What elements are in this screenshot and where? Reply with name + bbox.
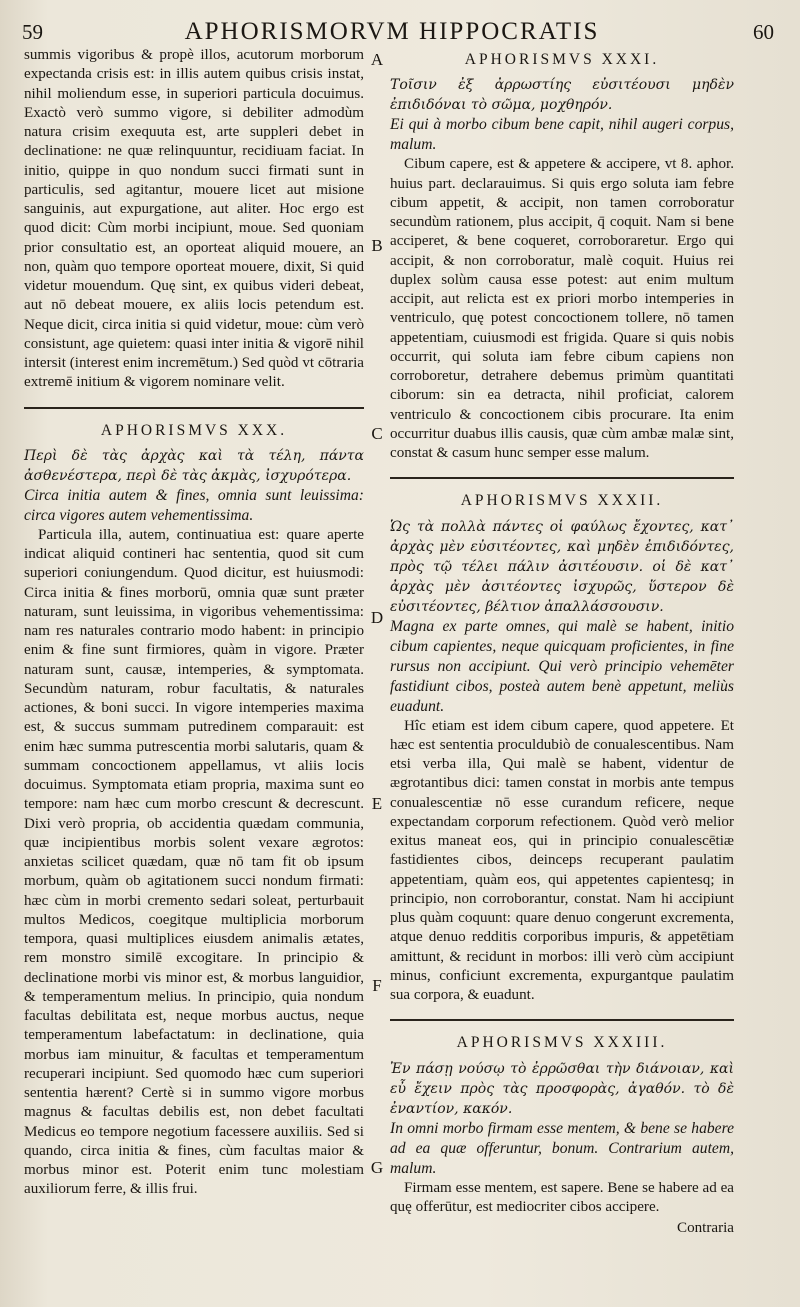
right-column [390,46,734,1238]
greek-text: Ὡς τὰ πολλὰ πάντες οἱ φαύλως ἔχοντες, κατ᾽ ἀρχὰς μὲν εὐσιτέοντες, καὶ μηδὲν ἐπιδιδόντες, πρὸς τῷ τέλει πάλιν ἀσιτέουσιν. οἱ δὲ κατ᾽ ἀρχὰς μὲν ἀσιτέοντες ἰσχυρῶς, ὕστερον δὲ εὐσιτέοντες, βέλτιον ἀπαλλάσσουσιν. [390,518,734,615]
greek-text: Τοῖσιν ἐξ ἀρρωστίης εὐσιτέουσι μηδὲν ἐπιδιδόναι τὸ σῶμα, μοχθηρόν. [390,77,734,114]
margin-letter-c: C [371,424,383,443]
page-number-left: 59 [22,20,43,44]
latin-aphorism: In omni morbo firmam esse mentem, & bene se habere ad ea quæ offeruntur, bonum. Contrarium autem, malum. [390,1119,734,1177]
greek-text: Ἐν πάσῃ νούσῳ τὸ ἐρρῶσθαι τὴν διάνοιαν, καὶ εὖ ἔχειν πρὸς τὰς προσφορὰς, ἀγαθόν. τὸ δὲ ἐναντίον, κακόν. [390,1060,734,1117]
aphorism-heading: APHORISMVS XXXIII. [456,1034,668,1052]
aphorism-heading: APHORISMVS XXXII. [460,492,664,510]
page-number-right: 60 [753,20,774,44]
catchword: Contraria [677,1220,734,1236]
latin-aphorism: Magna ex parte omnes, qui malè se habent, initio cibum capientes, neque quicquam proficientes, in fine rursus non accipiunt. Qui verò principio vehemēter fastidiunt cibos, posteà autem benè appetunt, meliùs euadunt. [390,617,734,715]
running-title: APHORISMORVM HIPPOCRATIS [184,18,600,45]
latin-aphorism: Circa initia autem & fines, omnia sunt leuissima: circa vigores autem vehementissima. [24,486,364,524]
margin-letter-f: F [372,976,382,995]
commentary-paragraph: summis vigoribus & propè illos, acutorum morborum expectanda crisis est: in illis autem quibus crisis instat, nihil moliendum esse, in superiori particula docuimus. Exactò verò summo vigore, si debiliter admodùm natura crisim exequuta est, arte suppleri debet in declinatione: ne quæ relinquuntur, recidiuam faciat. In initio, quippe in quo nondum succi firmati sunt in particulis, sed agitantur, mouere licet aut misione sanguinis, aut expurgatione, aut aliter. Hoc ergo est quod dicit: Cùm morbi incipiunt, moue. Sed quoniam prior consultatio est, an oporteat aliquid mouere, an non, quàm quo tempore oporteat mouere, dixit, Si quid videtur mouendum. Quę sint, ex quibus videri debeat, aut nō debeat mouere, ex aliis locis petendum est. Neque dicit, circa initia si quid videtur, moue: cùm verò consistunt, age quietem: quasi inter initia & vigorē nihil intersit (interest enim incremētum.) Sed quòd vt cōtraria extremē initium & vigorem nominare velit. [24,47,364,391]
commentary-paragraph: Particula illa, autem, continuatiua est: quare aperte indicat aliquid contineri hac sententia, quod sit cum superiori coniungendum. Quod dicitur, est huiusmodi: Circa initia & fines morborū, omnia quæ sunt præter naturam, sunt leuissima, in vigoribus vehementissima: nam res naturales contrario modo habent: in principio enim & fine sunt firmiores, quàm in vigore. Præter naturam sunt, causæ, intemperies, & symptomata. Secundùm naturam, robur facultatis, & naturales actiones, & boni succi. In vigore intemperies maxima est, & succus summam putredinem comparauit: est enim hæc summa putrescentia morbi salutaris, quam & summam concoctionem appellamus, vt aliis locis docuimus. Symptomata etiam propria, maxima sunt eo tempore: nam hæc cum morbo crescunt & decrescunt. Dixi verò propria, ob accidentia quædam communia, quæ incipientibus morbis solent vexare ægrotos: anxietas scilicet quædam, quæ nō tam fit ob ipsum morbum, quàm ob agitationem succi nondum firmati: hæc cùm in morbi cremento sedari soleat, perturbauit multos Medicos, coegitque multiplicia morborum tempora, quasi multiplices eiusdem animalis ætates, rem monstro similē excogitare. In principio & declinatione morbi vis minor est, & morbus languidior, & temperamentum melius. In principio, quia nondum facultas debilitata est, neque morbus auctus, neque temperamentum labefactatum: in declinatione, quia morbus iam minuitur, & facultas et temperamentum recuperari incipiunt. Sed quomodo hæc cum superiori sententia hærent? Certè si in summo vigore morbus magnus & facultas debilis est, non debet facultati Medicus eo tempore negotium facessere auxiliis. Sed si quando, circa initia & fines, cùm facultas maior & morbus minor est. Poterit enim tunc molestiam auxiliorum ferre, & illis frui. [24,526,364,1198]
aphorism-heading: APHORISMVS XXXI. [464,51,660,68]
section-divider [390,477,734,479]
commentary-paragraph: Hîc etiam est idem cibum capere, quod appetere. Et hæc est sententia proculdubiò de conualescentibus. Nam etsi verba illa, Qui malè se habent, videntur de ægrotantibus dici: tamen constat in morbis ante tempus conualescentiæ nō esse curandum reficere, neque expectandam corporum refectionem. Quòd verò melior exitus maneat eos, qui in principio conualescētiæ fastidientes cibos, deinceps recuperant paulatim appetentiam, quàm eos, qui appetentes capientesq; in principio, non corroborantur, constat. Nam hi accipiunt plus quàm coquunt: quare denuo congerunt excrementa, atque denuo redditis corporibus impuris, & appetētiam amittunt, & recidunt in morbos: illi verò cùm accipiunt minus, conficiunt excrementa, expurgantque paulatim sua corpora, & euadunt. [390,717,734,1003]
aphorism-heading: APHORISMVS XXX. [100,421,288,439]
section-divider [390,1019,734,1021]
section-divider [24,407,364,409]
latin-aphorism: Ei qui à morbo cibum bene capit, nihil augeri corpus, malum. [390,116,734,154]
margin-letter-a: A [370,50,384,69]
left-column [24,46,364,1200]
margin-letter-g: G [370,1158,384,1177]
margin-letter-d: D [370,608,384,627]
margin-letter-e: E [371,794,383,813]
commentary-paragraph: Cibum capere, est & appetere & accipere, vt 8. aphor. huius part. declarauimus. Si quis ergo soluta iam febre cibum appetit, & accipit, non tamen corroboratur secundùm rationem, plus accipit, q̄ coquit. Nam si bene acciperet, & bene coqueret, corroboraretur. Ergo qui accipit, & non corroboratur, malè coquit. Huius rei duplex solùm causa esse potest: aut enim multum accipit, aut relicta est ex priori morbo intemperies in ventriculo, quę potest concoctionem tollere, nō tamen appetentiam, cuiusmodi est frigida. Quare si quis nobis occurrit, qui soluta iam febre cibum capiens non corroboretur, detrahere debemus primùm quantitati ciborum: sin ea detracta, nihil proficiat, calorem ventriculo & concoctionem cibis procurare. Ita enim occurritur duabus illis causis, quæ cùm ambæ malæ sint, constat & casum hunc semper esse malum. [390,156,734,461]
greek-text: Περὶ δὲ τὰς ἀρχὰς καὶ τὰ τέλη, πάντα ἀσθενέστερα, περὶ δὲ τὰς ἀκμὰς, ἰσχυρότερα. [24,447,364,484]
commentary-paragraph: Firmam esse mentem, est sapere. Bene se habere ad ea quę offerūtur, est mediocriter cibos accipere. [390,1179,734,1215]
margin-letter-b: B [371,236,383,255]
